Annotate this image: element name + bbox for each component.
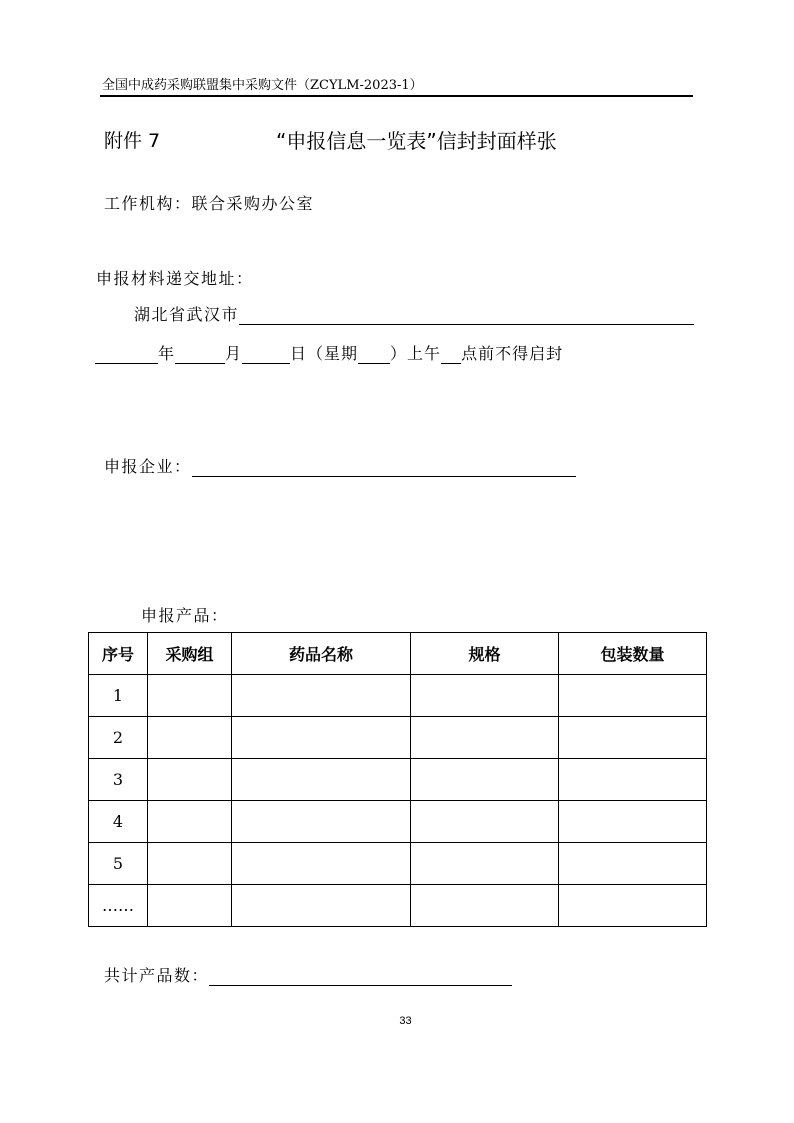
drug-name-cell[interactable] bbox=[232, 759, 411, 801]
package-qty-cell[interactable] bbox=[559, 885, 707, 927]
address-line bbox=[134, 302, 694, 325]
column-header-group: 采购组 bbox=[148, 633, 232, 675]
column-header-seq: 序号 bbox=[89, 633, 148, 675]
deadline-suffix: 点前不得启封 bbox=[461, 344, 564, 363]
spec-cell[interactable] bbox=[411, 843, 559, 885]
drug-name-cell[interactable] bbox=[232, 801, 411, 843]
package-qty-cell[interactable] bbox=[559, 675, 707, 717]
institution-label: 工作机构：联合采购办公室 bbox=[104, 194, 315, 213]
package-qty-cell[interactable] bbox=[559, 759, 707, 801]
package-qty-cell[interactable] bbox=[559, 801, 707, 843]
row-number: …… bbox=[89, 885, 148, 927]
table-header-row bbox=[89, 633, 707, 675]
address-city: 湖北省武汉市 bbox=[134, 305, 240, 324]
group-cell[interactable] bbox=[148, 843, 232, 885]
row-number: 3 bbox=[89, 759, 148, 801]
drug-name-cell[interactable] bbox=[232, 843, 411, 885]
products-table bbox=[88, 632, 707, 927]
package-qty-cell[interactable] bbox=[559, 843, 707, 885]
spec-cell[interactable] bbox=[411, 675, 559, 717]
address-label: 申报材料递交地址： bbox=[96, 269, 254, 288]
total-blank[interactable] bbox=[209, 967, 512, 986]
column-header-spec: 规格 bbox=[411, 633, 559, 675]
year-blank[interactable] bbox=[95, 345, 158, 364]
address-blank[interactable] bbox=[239, 306, 694, 325]
drug-name-cell[interactable] bbox=[232, 717, 411, 759]
page-title: “申报信息一览表”信封封面样张 bbox=[276, 129, 557, 153]
spec-cell[interactable] bbox=[411, 717, 559, 759]
hour-blank[interactable] bbox=[441, 345, 461, 364]
weekday-blank[interactable] bbox=[358, 345, 390, 364]
spec-cell[interactable] bbox=[411, 759, 559, 801]
column-header-drug-name: 药品名称 bbox=[232, 633, 411, 675]
table-row bbox=[89, 843, 707, 885]
year-label: 年 bbox=[158, 344, 176, 363]
company-label: 申报企业： bbox=[104, 457, 192, 476]
month-label: 月 bbox=[225, 344, 243, 363]
row-number: 2 bbox=[89, 717, 148, 759]
deadline-line bbox=[95, 341, 563, 364]
row-number: 5 bbox=[89, 843, 148, 885]
document-header: 全国中成药采购联盟集中采购文件（ZCYLM-2023-1） bbox=[102, 78, 423, 93]
products-label: 申报产品： bbox=[141, 606, 229, 625]
row-number: 1 bbox=[89, 675, 148, 717]
spec-cell[interactable] bbox=[411, 801, 559, 843]
table-row bbox=[89, 759, 707, 801]
morning-label: ）上午 bbox=[390, 344, 442, 363]
company-blank[interactable] bbox=[192, 458, 576, 477]
page-number: 33 bbox=[399, 1015, 412, 1027]
group-cell[interactable] bbox=[148, 801, 232, 843]
drug-name-cell[interactable] bbox=[232, 885, 411, 927]
company-line bbox=[104, 454, 576, 477]
day-label: 日（星期 bbox=[290, 344, 359, 363]
total-line bbox=[104, 963, 512, 986]
group-cell[interactable] bbox=[148, 675, 232, 717]
table-row bbox=[89, 717, 707, 759]
row-number: 4 bbox=[89, 801, 148, 843]
header-rule bbox=[100, 95, 693, 97]
table-row bbox=[89, 675, 707, 717]
column-header-package-qty: 包装数量 bbox=[559, 633, 707, 675]
month-blank[interactable] bbox=[175, 345, 225, 364]
group-cell[interactable] bbox=[148, 759, 232, 801]
package-qty-cell[interactable] bbox=[559, 717, 707, 759]
total-label: 共计产品数： bbox=[104, 966, 210, 985]
group-cell[interactable] bbox=[148, 885, 232, 927]
attachment-label: 附件 7 bbox=[104, 130, 161, 152]
day-blank[interactable] bbox=[242, 345, 290, 364]
table-row bbox=[89, 801, 707, 843]
spec-cell[interactable] bbox=[411, 885, 559, 927]
table-row bbox=[89, 885, 707, 927]
group-cell[interactable] bbox=[148, 717, 232, 759]
drug-name-cell[interactable] bbox=[232, 675, 411, 717]
